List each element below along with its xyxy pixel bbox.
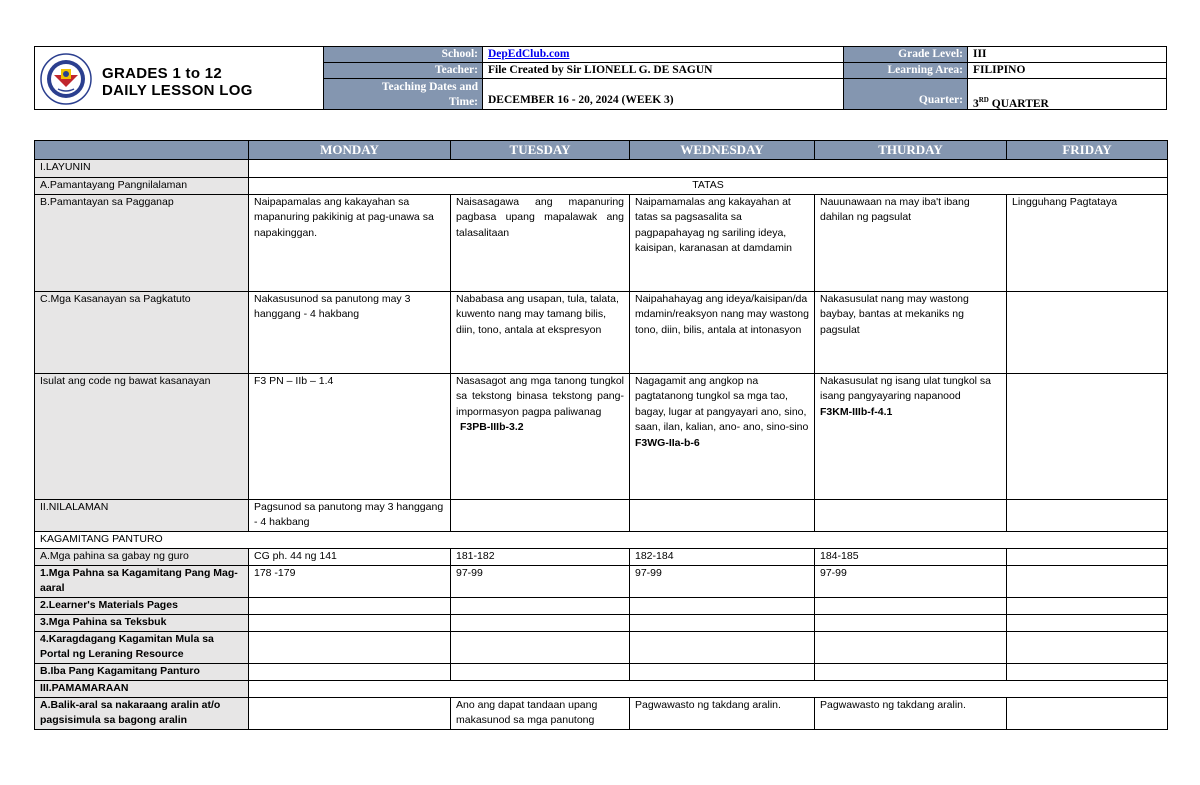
teaching-dates-value: DECEMBER 16 - 20, 2024 (WEEK 3) xyxy=(482,78,844,110)
teaching-dates-label-line1: Teaching Dates and xyxy=(381,81,478,93)
day-header-friday: FRIDAY xyxy=(1007,141,1168,160)
title-line-1: GRADES 1 to 12 xyxy=(102,65,223,82)
gabay-tuesday: 181-182 xyxy=(451,548,630,565)
code-wednesday xyxy=(630,373,815,499)
nilalaman-friday xyxy=(1007,499,1168,531)
code-tuesday-code: F3PB-IIIb-3.2 xyxy=(460,421,524,433)
learning-area-label: Learning Area: xyxy=(843,62,968,79)
pagganap-label: B.Pamantayan sa Pagganap xyxy=(35,194,249,291)
layunin-cell xyxy=(249,160,1168,178)
nilalaman-thursday xyxy=(815,499,1007,531)
code-wednesday-code: F3WG-IIa-b-6 xyxy=(635,436,700,449)
day-header-monday: MONDAY xyxy=(249,141,451,160)
table-row xyxy=(35,373,1168,499)
pagganap-tuesday: Naisasagawa ang mapanuring pagbasa upang mapalawak ang talasalitaan xyxy=(451,194,630,291)
pahina-wednesday: 97-99 xyxy=(630,565,815,597)
kasanayan-thursday: Nakasusulat nang may wastong baybay, bantas at mekaniks ng pagsulat xyxy=(815,291,1007,373)
code-tuesday xyxy=(451,373,630,499)
pahina-thursday: 97-99 xyxy=(815,565,1007,597)
pamantayang-value: TATAS xyxy=(249,178,1168,195)
code-tuesday-text: Nasasagot ang mga tanong tungkol sa tekstong binasa tekstong pang-impormasyon pagpa paliwanag xyxy=(456,374,624,418)
quarter-number: 3 xyxy=(973,97,979,110)
kasanayan-wednesday: Naipahahayag ang ideya/kaisipan/damdamin/reaksyon nang may wastong tono, diin, bilis, antala at intonasyon xyxy=(630,291,815,373)
learning-area-value: FILIPINO xyxy=(967,62,1167,79)
kasanayan-friday xyxy=(1007,291,1168,373)
table-row xyxy=(35,631,1168,663)
pahina-tuesday: 97-99 xyxy=(451,565,630,597)
school-label: School: xyxy=(323,46,483,63)
quarter-label: Quarter: xyxy=(843,78,968,110)
learners-label: 2.Learner's Materials Pages xyxy=(35,597,249,614)
karagdagang-label: 4.Karagdagang Kagamitan Mula sa Portal ng Leraning Resource xyxy=(35,631,249,663)
quarter-suffix: RD xyxy=(978,96,989,104)
table-row xyxy=(35,531,1168,548)
pamantayang-label: A.Pamantayang Pangnilalaman xyxy=(35,178,249,195)
nilalaman-monday: Pagsunod sa panutong may 3 hanggang - 4 hakbang xyxy=(249,499,451,531)
balik-friday xyxy=(1007,697,1168,729)
code-wednesday-text: Nagagamit ang angkop na pagtatanong tungkol sa mga tao, bagay, lugar at pangyayari ano, sino, saan, ilan, kalian, ano- ano, sino-sino xyxy=(635,374,809,433)
code-thursday xyxy=(815,373,1007,499)
nilalaman-tuesday xyxy=(451,499,630,531)
teacher-label: Teacher: xyxy=(323,62,483,79)
day-header-wednesday: WEDNESDAY xyxy=(630,141,815,160)
code-thursday-code: F3KM-IIIb-f-4.1 xyxy=(820,405,893,418)
balik-thursday: Pagwawasto ng takdang aralin. xyxy=(815,697,1007,729)
nilalaman-wednesday xyxy=(630,499,815,531)
kagamitan-label: KAGAMITANG PANTURO xyxy=(35,531,1168,548)
table-row xyxy=(35,194,1168,291)
balik-label: A.Balik-aral sa nakaraang aralin at/o pagsisimula sa bagong aralin xyxy=(35,697,249,729)
deped-seal-logo xyxy=(40,53,92,105)
table-row xyxy=(35,614,1168,631)
pahina-monday: 178 -179 xyxy=(249,565,451,597)
table-row xyxy=(35,499,1168,531)
kasanayan-label: C.Mga Kasanayan sa Pagkatuto xyxy=(35,291,249,373)
table-row xyxy=(35,565,1168,597)
gabay-label: A.Mga pahina sa gabay ng guro xyxy=(35,548,249,565)
grade-level-value: III xyxy=(967,46,1167,63)
kasanayan-monday: Nakasusunod sa panutong may 3 hanggang - 4 hakbang xyxy=(249,291,451,373)
day-header-thursday: THURDAY xyxy=(815,141,1007,160)
day-header-tuesday: TUESDAY xyxy=(451,141,630,160)
pagganap-monday: Naipapamalas ang kakayahan sa mapanuring pakikinig at pag-unawa sa napakinggan. xyxy=(249,194,451,291)
table-row xyxy=(35,160,1168,178)
pahina-friday xyxy=(1007,565,1168,597)
teacher-value: File Created by Sir LIONELL G. DE SAGUN xyxy=(482,62,844,79)
table-row xyxy=(35,178,1168,195)
iba-label: B.Iba Pang Kagamitang Panturo xyxy=(35,663,249,680)
kasanayan-tuesday: Nababasa ang usapan, tula, talata, kuwento nang may tamang bilis, diin, tono, antala at ekspresyon xyxy=(451,291,630,373)
pamamaraan-label: III.PAMAMARAAN xyxy=(35,680,249,697)
daily-lesson-table xyxy=(34,140,1168,730)
school-value[interactable] xyxy=(482,46,844,63)
code-thursday-text: Nakasusulat ng isang ulat tungkol sa isang pangyayaring napanood xyxy=(820,374,992,402)
pagganap-wednesday: Naipamamalas ang kakayahan at tatas sa pagsasalita sa pagpapahayag ng sariling ideya, kaisipan, karanasan at damdamin xyxy=(630,194,815,291)
gabay-wednesday: 182-184 xyxy=(630,548,815,565)
teaching-dates-label-line2: Time: xyxy=(448,96,478,108)
table-row xyxy=(35,597,1168,614)
day-header-row xyxy=(35,141,1168,160)
gabay-thursday: 184-185 xyxy=(815,548,1007,565)
pagganap-thursday: Nauunawaan na may iba't ibang dahilan ng pagsulat xyxy=(815,194,1007,291)
nilalaman-label: II.NILALAMAN xyxy=(35,499,249,531)
table-row xyxy=(35,680,1168,697)
gabay-friday xyxy=(1007,548,1168,565)
quarter-word: QUARTER xyxy=(988,97,1049,110)
table-row xyxy=(35,548,1168,565)
balik-tuesday: Ano ang dapat tandaan upang makasunod sa mga panutong xyxy=(451,697,630,729)
teksbuk-label: 3.Mga Pahina sa Teksbuk xyxy=(35,614,249,631)
teaching-dates-label xyxy=(323,78,483,110)
balik-wednesday: Pagwawasto ng takdang aralin. xyxy=(630,697,815,729)
code-monday: F3 PN – IIb – 1.4 xyxy=(249,373,451,499)
code-friday xyxy=(1007,373,1168,499)
school-link[interactable]: DepEdClub.com xyxy=(488,48,570,60)
pahina-label: 1.Mga Pahna sa Kagamitang Pang Mag-aaral xyxy=(35,565,249,597)
corner-cell xyxy=(35,141,249,160)
table-row xyxy=(35,697,1168,729)
layunin-label: I.LAYUNIN xyxy=(35,160,249,178)
table-row xyxy=(35,663,1168,680)
balik-monday xyxy=(249,697,451,729)
quarter-value xyxy=(967,78,1167,110)
title-line-2: DAILY LESSON LOG xyxy=(102,82,253,99)
gabay-monday: CG ph. 44 ng 141 xyxy=(249,548,451,565)
code-label: Isulat ang code ng bawat kasanayan xyxy=(35,373,249,499)
document-title xyxy=(102,65,253,99)
grade-level-label: Grade Level: xyxy=(843,46,968,63)
pagganap-friday: Lingguhang Pagtataya xyxy=(1007,194,1168,291)
table-row xyxy=(35,291,1168,373)
